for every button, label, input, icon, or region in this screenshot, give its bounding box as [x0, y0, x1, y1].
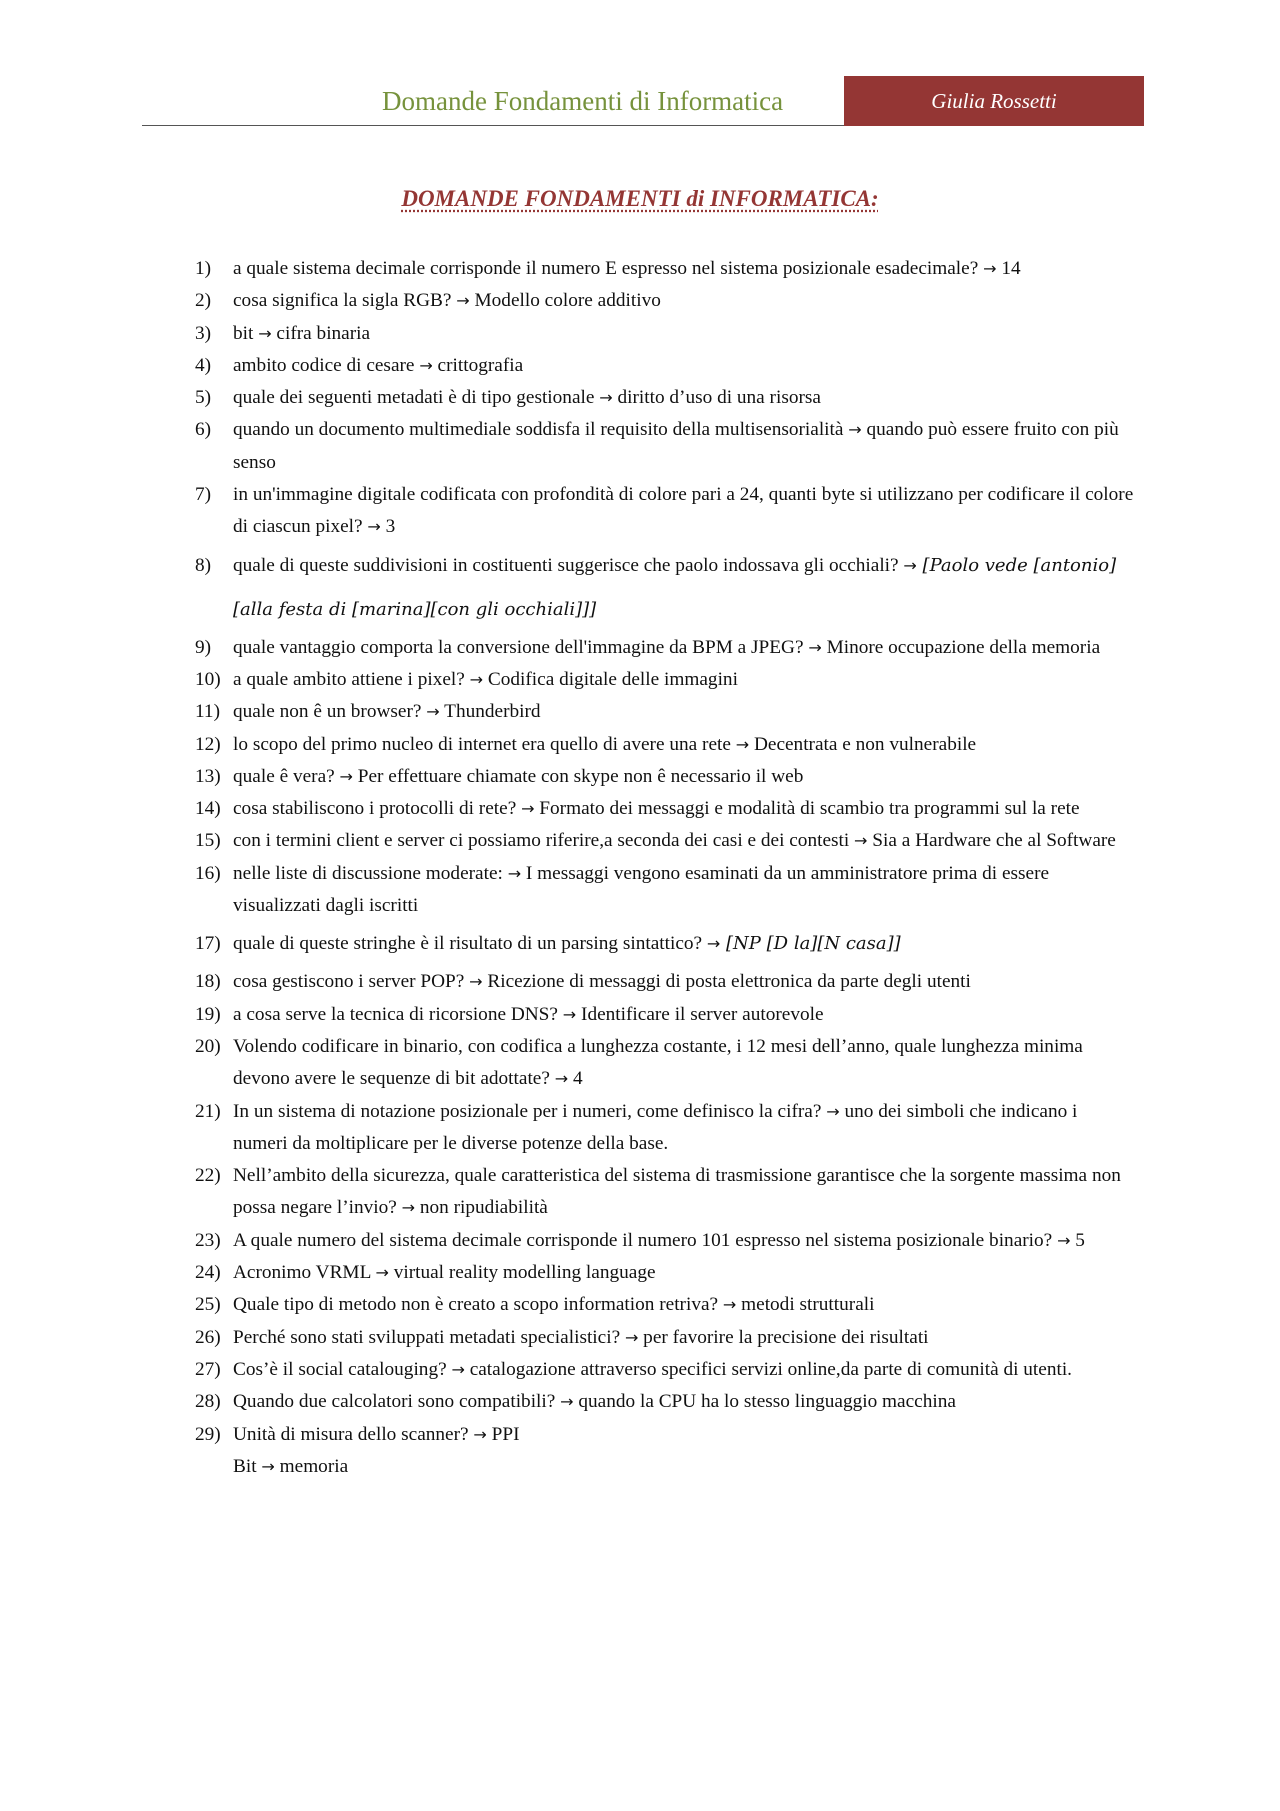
- question-body: [233, 1036, 1083, 1089]
- arrow-icon: →: [903, 555, 917, 575]
- question-item: [195, 966, 1135, 998]
- question-number: 26): [195, 1326, 221, 1348]
- question-text: quale di queste stringhe è il risultato di un parsing sintattico?: [233, 933, 707, 955]
- question-body: [233, 1391, 956, 1412]
- question-body: [233, 419, 1119, 472]
- question-body: [233, 1004, 824, 1025]
- trailing-note-answer: memoria: [274, 1455, 349, 1477]
- arrow-icon: →: [456, 291, 470, 311]
- question-number: 21): [195, 1100, 221, 1122]
- arrow-icon: →: [854, 831, 868, 851]
- question-body: [233, 355, 523, 376]
- question-text: a quale ambito attiene i pixel?: [233, 668, 470, 690]
- answer-text: 4: [568, 1068, 583, 1090]
- question-number: 12): [195, 733, 221, 755]
- question-text: Nell’ambito della sicurezza, quale caratteristica del sistema di trasmissione garantisce che la sorgente massima non possa negare l’invio?: [233, 1165, 1121, 1219]
- question-text: quale dei seguenti metadati è di tipo gestionale: [233, 387, 600, 409]
- question-body: [233, 1424, 520, 1445]
- question-text: quale di queste suddivisioni in costituenti suggerisce che paolo indossava gli occhiali?: [233, 554, 904, 576]
- question-text: Volendo codificare in binario, con codifica a lunghezza costante, i 12 mesi dell’anno, quale lunghezza minima devono avere le sequenze di bit adottate?: [233, 1035, 1083, 1090]
- question-body: [233, 701, 541, 722]
- question-list: [195, 253, 1135, 1483]
- question-text: In un sistema di notazione posizionale per i numeri, come definisco la cifra?: [233, 1100, 827, 1122]
- question-body: [233, 1262, 656, 1283]
- arrow-icon: →: [562, 1004, 577, 1024]
- question-number: 10): [195, 668, 221, 690]
- trailing-note: [195, 1451, 1135, 1483]
- answer-text: virtual reality modelling language: [388, 1262, 656, 1284]
- arrow-icon: →: [426, 702, 440, 722]
- question-number: 27): [195, 1358, 221, 1380]
- question-item: [195, 318, 1135, 350]
- question-number: 8): [195, 554, 212, 576]
- question-item: [195, 696, 1135, 728]
- answer-text: 14: [996, 258, 1021, 279]
- question-item: [195, 1096, 1135, 1161]
- answer-text: Formato dei messaggi e modalità di scambio tra programmi sul la rete: [534, 798, 1080, 820]
- arrow-icon: →: [599, 388, 613, 408]
- question-item: [195, 825, 1135, 857]
- question-number: 24): [195, 1262, 221, 1284]
- question-body: [233, 1230, 1085, 1251]
- answer-text: Ricezione di messaggi di posta elettronica da parte degli utenti: [482, 971, 971, 993]
- question-number: 23): [195, 1229, 221, 1251]
- answer-text: PPI: [486, 1423, 520, 1445]
- question-text: Acronimo VRML: [233, 1262, 376, 1284]
- question-text: in un'immagine digitale codificata con profondità di colore pari a 24, quanti byte si utilizzano per codificare il colore di ciascun pixel?: [233, 484, 1134, 538]
- question-body: [233, 290, 661, 311]
- arrow-icon: →: [419, 355, 433, 375]
- answer-text: Minore occupazione della memoria: [821, 636, 1101, 658]
- question-body: [233, 830, 1116, 851]
- question-body: [233, 555, 1116, 620]
- answer-text: metodi strutturali: [736, 1294, 875, 1316]
- question-number: 19): [195, 1003, 221, 1025]
- question-item: [195, 1160, 1135, 1225]
- question-item: [195, 285, 1135, 317]
- question-body: [233, 387, 821, 408]
- question-number: 15): [195, 830, 221, 852]
- document-title: DOMANDE FONDAMENTI di INFORMATICA:: [401, 186, 879, 211]
- question-number: 22): [195, 1165, 221, 1187]
- question-text: cosa stabiliscono i protocolli di rete?: [233, 798, 522, 820]
- answer-text: cifra binaria: [271, 322, 371, 344]
- arrow-icon: →: [826, 1101, 840, 1121]
- answer-text: diritto d’uso di una risorsa: [612, 387, 821, 409]
- question-number: 1): [195, 258, 212, 279]
- question-item: [195, 922, 1135, 966]
- answer-text: quando la CPU ha lo stesso linguaggio macchina: [573, 1391, 956, 1413]
- question-text: Perché sono stati sviluppati metadati specialistici?: [233, 1326, 625, 1348]
- answer-text: Thunderbird: [439, 701, 541, 723]
- question-body: [233, 484, 1133, 537]
- question-number: 17): [195, 933, 221, 955]
- question-body: [233, 734, 976, 755]
- question-text: lo scopo del primo nucleo di internet era quello di avere una rete: [233, 733, 736, 755]
- question-text: cosa gestiscono i server POP?: [233, 971, 470, 993]
- question-item: [195, 729, 1135, 761]
- arrow-icon: →: [1057, 1230, 1071, 1250]
- question-number: 11): [195, 701, 220, 723]
- answer-text: 5: [1070, 1229, 1085, 1251]
- arrow-icon: →: [554, 1069, 569, 1089]
- question-body: [233, 1165, 1121, 1218]
- answer-text: I messaggi vengono esaminati da un amministratore prima di essere visualizzati dagli iscritti: [233, 862, 1050, 917]
- arrow-icon: →: [521, 799, 535, 819]
- question-text: quale ê vera?: [233, 765, 340, 787]
- question-body: [233, 258, 1021, 279]
- question-item: [195, 1031, 1135, 1096]
- question-item: [195, 479, 1135, 544]
- trailing-note-text: Bit: [233, 1455, 262, 1477]
- question-item: [195, 1354, 1135, 1386]
- question-item: [195, 1257, 1135, 1289]
- question-number: 13): [195, 765, 221, 787]
- question-text: A quale numero del sistema decimale corrisponde il numero 101 espresso nel sistema posizionale binario?: [233, 1229, 1058, 1251]
- question-item: [195, 858, 1135, 923]
- arrow-icon: →: [473, 1424, 487, 1444]
- question-number: 6): [195, 419, 212, 441]
- question-text: Unità di misura dello scanner?: [233, 1423, 474, 1445]
- arrow-icon: →: [560, 1392, 574, 1412]
- question-number: 14): [195, 798, 221, 820]
- page-header: [142, 76, 1144, 126]
- header-title: Domande Fondamenti di Informatica: [382, 86, 784, 116]
- question-text: bit: [233, 322, 259, 344]
- answer-text: 3: [380, 516, 396, 538]
- question-item: [195, 253, 1135, 285]
- question-item: [195, 544, 1135, 632]
- question-item: [195, 350, 1135, 382]
- arrow-icon: →: [375, 1263, 389, 1283]
- question-number: 18): [195, 971, 221, 993]
- question-text: ambito codice di cesare: [233, 354, 420, 376]
- answer-text: Modello colore additivo: [469, 290, 661, 312]
- arrow-icon: →: [624, 1327, 639, 1347]
- answer-text: uno dei simboli che indicano i numeri da moltiplicare per le diverse potenze della base.: [233, 1100, 1078, 1154]
- question-body: [233, 637, 1100, 658]
- answer-text: per favorire la precisione dei risultati: [638, 1326, 929, 1348]
- question-text: a cosa serve la tecnica di ricorsione DNS?: [233, 1003, 563, 1025]
- question-item: [195, 1225, 1135, 1257]
- arrow-icon: →: [808, 637, 822, 657]
- arrow-icon: →: [469, 972, 483, 992]
- question-number: 20): [195, 1035, 221, 1057]
- author-badge: [844, 76, 1144, 126]
- answer-text: crittografia: [432, 354, 524, 376]
- question-number: 4): [195, 354, 212, 376]
- question-number: 2): [195, 290, 212, 312]
- answer-text: Per effettuare chiamate con skype non ê necessario il web: [352, 765, 804, 787]
- arrow-icon: →: [507, 863, 522, 883]
- question-item: [195, 664, 1135, 696]
- header-author: Giulia Rossetti: [931, 89, 1057, 113]
- question-body: [233, 971, 971, 992]
- question-text: Quale tipo di metodo non è creato a scopo information retriva?: [233, 1294, 723, 1316]
- answer-text: Codifica digitale delle immagini: [483, 668, 738, 690]
- question-number: 5): [195, 387, 212, 409]
- arrow-icon: →: [735, 734, 750, 754]
- answer-text: quando può essere fruito con più senso: [233, 419, 1119, 473]
- arrow-icon: →: [722, 1295, 737, 1315]
- answer-text: [Paolo vede [antonio][alla festa di [marina][con gli occhiali]]]: [233, 554, 1117, 620]
- arrow-icon: →: [367, 517, 381, 537]
- question-body: [233, 1101, 1077, 1154]
- question-number: 29): [195, 1423, 221, 1445]
- arrow-icon: →: [339, 766, 353, 786]
- answer-text: non ripudiabilità: [415, 1197, 548, 1219]
- answer-text: [NP [D la][N casa]]: [720, 933, 901, 955]
- arrow-icon: →: [401, 1198, 416, 1218]
- question-text: quale non ê un browser?: [233, 701, 427, 723]
- question-text: cosa significa la sigla RGB?: [233, 290, 457, 312]
- header-divider: [142, 125, 844, 126]
- arrow-icon: →: [983, 259, 997, 278]
- question-body: [233, 863, 1049, 916]
- question-item: [195, 1322, 1135, 1354]
- arrow-icon: →: [706, 934, 721, 954]
- question-item: [195, 1386, 1135, 1418]
- question-number: 9): [195, 636, 212, 658]
- arrow-icon: →: [451, 1359, 465, 1379]
- answer-text: Sia a Hardware che al Software: [867, 830, 1116, 852]
- question-body: [233, 798, 1080, 819]
- question-text: a quale sistema decimale corrisponde il numero E espresso nel sistema posizionale esadecimale?: [233, 258, 984, 279]
- question-number: 16): [195, 862, 221, 884]
- question-body: [233, 1327, 929, 1348]
- question-number: 3): [195, 322, 212, 344]
- question-body: [233, 766, 803, 787]
- question-item: [195, 793, 1135, 825]
- answer-text: catalogazione attraverso specifici servizi online,da parte di comunità di utenti.: [464, 1358, 1072, 1380]
- question-text: Cos’è il social catalouging?: [233, 1358, 452, 1380]
- arrow-icon: →: [848, 420, 862, 440]
- question-body: [233, 323, 370, 344]
- question-item: [195, 1289, 1135, 1321]
- question-item: [195, 761, 1135, 793]
- question-text: quale vantaggio comporta la conversione dell'immagine da BPM a JPEG?: [233, 636, 809, 658]
- question-text: nelle liste di discussione moderate:: [233, 862, 508, 884]
- question-body: [233, 669, 738, 690]
- answer-text: Decentrata e non vulnerabile: [749, 733, 977, 755]
- question-item: [195, 382, 1135, 414]
- arrow-icon: →: [469, 669, 484, 689]
- question-item: [195, 414, 1135, 479]
- answer-text: Identificare il server autorevole: [576, 1003, 824, 1025]
- question-body: [233, 933, 901, 954]
- question-body: [233, 1359, 1072, 1380]
- question-text: con i termini client e server ci possiamo riferire,a seconda dei casi e dei contesti: [233, 830, 855, 852]
- question-item: [195, 999, 1135, 1031]
- question-text: quando un documento multimediale soddisfa il requisito della multisensorialità: [233, 419, 849, 441]
- question-body: [233, 1294, 874, 1315]
- question-item: [195, 1419, 1135, 1451]
- question-number: 25): [195, 1294, 221, 1316]
- arrow-icon: →: [261, 1456, 275, 1476]
- question-item: [195, 632, 1135, 664]
- question-number: 7): [195, 484, 212, 506]
- question-number: 28): [195, 1391, 221, 1413]
- arrow-icon: →: [258, 323, 272, 343]
- question-text: Quando due calcolatori sono compatibili?: [233, 1391, 561, 1413]
